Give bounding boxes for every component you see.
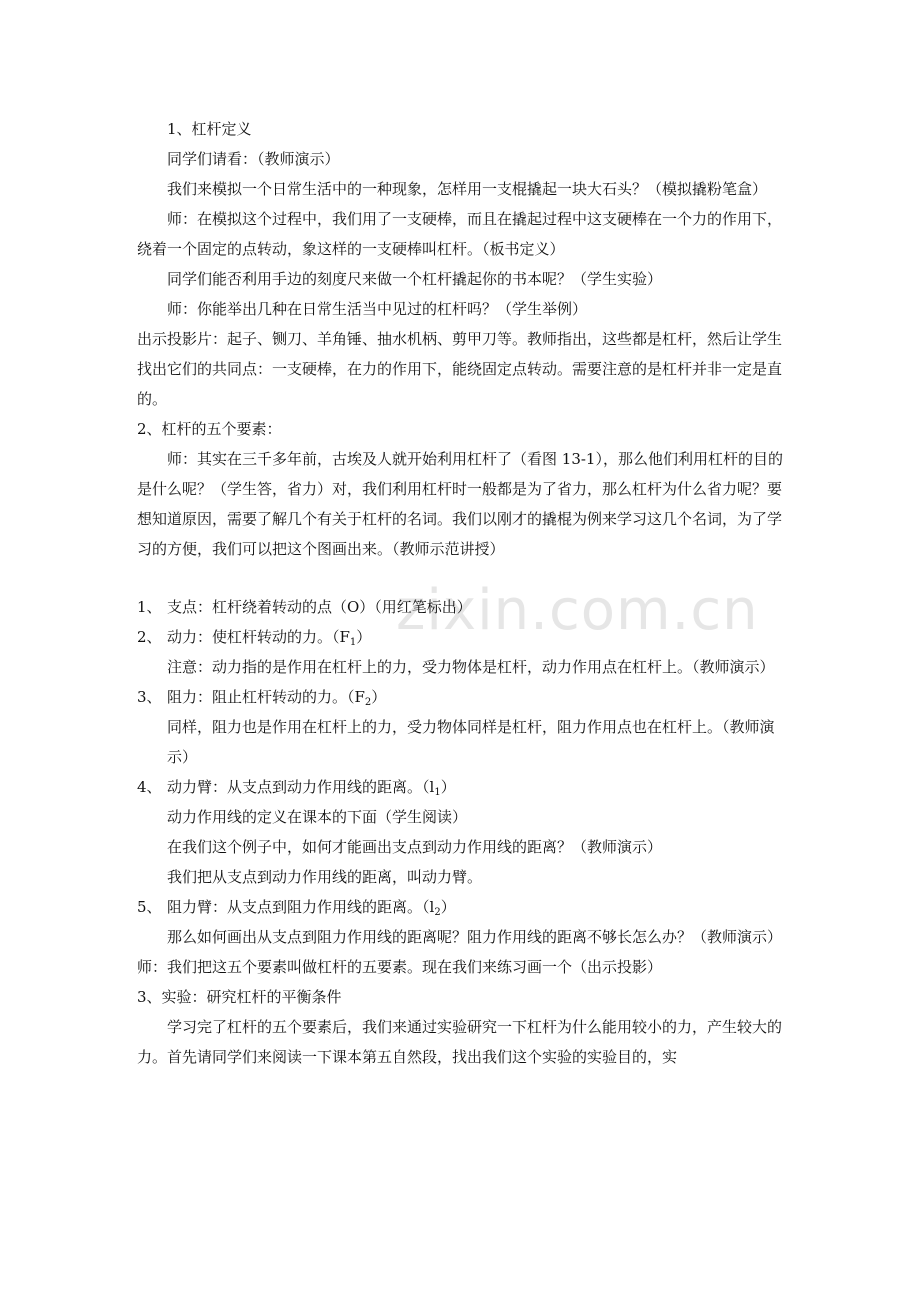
list-number: 2、 xyxy=(137,628,162,646)
paragraph-look: 同学们请看：（教师演示） xyxy=(167,150,340,168)
list-note: 同样，阻力也是作用在杠杆上的力，受力物体同样是杠杆，阻力作用点也在杠杆上。（教师演示） xyxy=(167,718,775,766)
section-3-title: 3、实验：研究杠杆的平衡条件 xyxy=(137,988,342,1006)
subscript: 2 xyxy=(364,697,372,708)
list-text-tail: ） xyxy=(440,778,456,796)
list-item xyxy=(137,622,783,652)
list-note: 那么如何画出从支点到阻力作用线的距离呢？阻力作用线的距离不够长怎么办？（教师演示） xyxy=(167,928,783,946)
list-text: 动力：使杠杆转动的力。（F xyxy=(167,628,350,646)
paragraph-ruler-experiment: 同学们能否利用手边的刻度尺来做一个杠杆撬起你的书本呢？（学生实验） xyxy=(167,270,663,288)
list-text-tail: ） xyxy=(371,688,387,706)
paragraph-simulation: 我们来模拟一个日常生活中的一种现象，怎样用一支棍撬起一块大石头？（模拟撬粉笔盒） xyxy=(167,180,768,198)
paragraph-projection: 出示投影片：起子、铡刀、羊角锤、抽水机柄、剪甲刀等。教师指出，这些都是杠杆，然后让学生找出它们的共同点：一支硬棒，在力的作用下，能绕固定点转动。需要注意的是杠杆并非一定是直的。 xyxy=(137,330,783,408)
list-number: 1、 xyxy=(137,598,162,616)
list-text: 阻力：阻止杠杆转动的力。（F xyxy=(167,688,365,706)
list-text-tail: ） xyxy=(440,898,456,916)
list-note: 在我们这个例子中，如何才能画出支点到动力作用线的距离？（教师演示） xyxy=(167,838,663,856)
paragraph-five-elements: 师：我们把这五个要素叫做杠杆的五要素。现在我们来练习画一个（出示投影） xyxy=(137,958,663,976)
subscript: 2 xyxy=(434,907,441,918)
list-note: 动力作用线的定义在课本的下面（学生阅读） xyxy=(167,808,468,826)
list-number: 5、 xyxy=(137,898,162,916)
section-1-title: 1、杠杆定义 xyxy=(167,120,252,138)
paragraph-examples: 师：你能举出几种在日常生活当中见过的杠杆吗？（学生举例） xyxy=(167,300,588,318)
list-item xyxy=(137,772,783,802)
list-item xyxy=(137,892,783,922)
list-text: 阻力臂：从支点到阻力作用线的距离。（l xyxy=(167,898,435,916)
subscript: 1 xyxy=(434,787,441,798)
list-number: 3、 xyxy=(137,688,162,706)
lesson-text xyxy=(137,114,783,1072)
paragraph-experiment: 学习完了杠杆的五个要素后，我们来通过实验研究一下杠杆为什么能用较小的力，产生较大的力。首先请同学们来阅读一下课本第五自然段，找出我们这个实验的实验目的，实 xyxy=(137,1018,783,1066)
watermark: zixin.com.cn xyxy=(396,578,759,643)
list-note: 注意：动力指的是作用在杠杆上的力，受力物体是杠杆，动力作用点在杠杆上。（教师演示） xyxy=(167,658,775,676)
section-2-title: 2、杠杆的五个要素： xyxy=(137,420,282,438)
list-text: 动力臂：从支点到动力作用线的距离。（l xyxy=(167,778,435,796)
paragraph-teacher-definition: 师：在模拟这个过程中，我们用了一支硬棒，而且在撬起过程中这支硬棒在一个力的作用下，绕着一个固定的点转动，象这样的一支硬棒叫杠杆。（板书定义） xyxy=(137,210,783,258)
spacer xyxy=(137,564,783,592)
list-text: 支点：杠杆绕着转动的点（O）（用红笔标出） xyxy=(167,598,472,616)
list-item xyxy=(137,682,783,712)
list-item xyxy=(137,592,783,622)
list-text-tail: ） xyxy=(356,628,372,646)
subscript: 1 xyxy=(349,637,357,648)
list-number: 4、 xyxy=(137,778,162,796)
list-note: 我们把从支点到动力作用线的距离，叫动力臂。 xyxy=(167,868,483,886)
paragraph-history: 师：其实在三千多年前，古埃及人就开始利用杠杆了（看图 13-1），那么他们利用杠杆的目的是什么呢？（学生答，省力）对，我们利用杠杆时一般都是为了省力，那么杠杆为什么省力呢？要想知道原因，需要了解几个有关于杠杆的名词。我们以刚才的撬棍为例来学习这几个名词，为了学习的方便，我们可以把这个图画出来。（教师示范讲授） xyxy=(137,450,783,558)
